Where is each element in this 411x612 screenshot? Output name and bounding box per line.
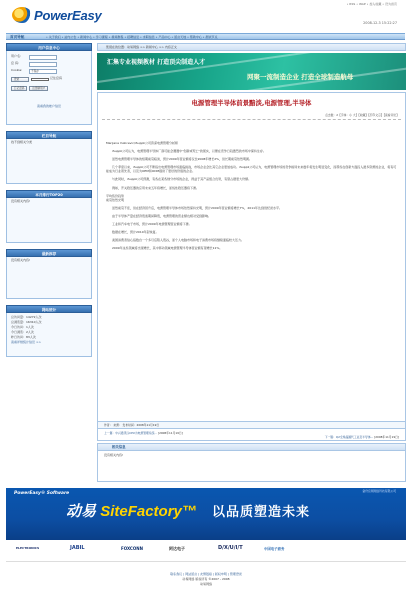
article <box>97 92 406 422</box>
article-meta[interactable]: 点击数：2【字体：小 大】【收藏】【打印文章】【查看评论】 <box>325 113 399 117</box>
stats-row: 总浏览量：16310人次 <box>11 320 42 324</box>
username-input[interactable] <box>29 55 57 60</box>
logo-swirl-icon <box>12 7 32 23</box>
nav-menu[interactable]: • 关于我们 • 站内公告 • 新闻中心 • 学习课程 • 视频教程 • 招聘信息 • 求职信息 • 产品中心 • 留言天地 • 帮助中心 • 测试节点 <box>46 34 218 39</box>
stats-panel <box>6 313 92 357</box>
category-panel-content: 找不到相关分类 <box>11 140 33 144</box>
forgot-password-button[interactable]: 忘记密码 <box>11 86 27 91</box>
account-link[interactable]: 查看我的帐户信息 <box>36 104 61 108</box>
user-panel <box>6 51 92 125</box>
article-footer: 作者： 来源： 发布时间：2008年11月19日 <box>97 422 406 429</box>
category-panel-title: 栏目导航 <box>6 131 92 139</box>
prev-article-date: [2008年11月19日] <box>158 431 183 435</box>
article-intro: Marijana Vukicevic/iSuppli公司资深电源管理分析师 <box>106 141 179 145</box>
username-label: 用户名： <box>11 54 24 59</box>
related-title: 相关信息 <box>97 443 406 451</box>
ad-product-name: SiteFactory™ <box>100 503 197 520</box>
banner-ad[interactable] <box>97 53 406 90</box>
banner-line1: 汇集专业视频教材 打造顶尖制造人才 <box>107 59 206 66</box>
prev-article-link[interactable]: 上一篇：中兴通讯以CPU为电源管理系统... <box>104 431 158 435</box>
star-panel <box>6 257 92 299</box>
top-panel <box>6 198 92 243</box>
stats-row: 今日访问：1人次 <box>11 325 34 329</box>
stats-row: 昨日访问：83人次 <box>11 335 36 339</box>
top-panel-title: 本月排行TOP20 <box>6 190 92 198</box>
banner-line2: 网聚一流制造企业 打造全球制造航母 <box>247 73 354 81</box>
related-content: 没有相关内容! <box>97 451 406 482</box>
footer-copyright: 动易网络 版权所有 ©2007 - 2008 <box>182 577 230 581</box>
category-panel <box>6 139 92 184</box>
partner-logo[interactable]: 中国电子商务 <box>264 547 285 551</box>
next-article-link[interactable]: 下一篇：Q2全球晶圆代工业及半导体... <box>324 435 374 439</box>
article-paragraph: 工业和汽车电子市场，预计2009年电源管理营业额将下滑。 <box>112 222 192 227</box>
remember-checkbox[interactable] <box>31 78 49 81</box>
partner-logo[interactable]: 阿达电子 <box>169 546 185 551</box>
article-paragraph: 虽然电源管理半导体的短期前景暗淡，预计2009年营业额将仅比2008年增长2%，但长期前景依然明朗。 <box>112 157 253 162</box>
article-paragraph: 数据在增长，预计2010年起恢复。 <box>112 230 159 235</box>
partner-logo[interactable]: ELECTRONICS <box>16 546 40 550</box>
cookie-select[interactable]: 不保存 <box>29 69 57 74</box>
article-subhead: 平均售价趋势 <box>106 193 125 198</box>
article-paragraph: iSuppli公司认为，电源管理半导体厂商可能会遭遇中"创新或死亡"的现实，以便在竞争日趋激烈的市场中保持生存。 <box>112 149 266 154</box>
partner-logo[interactable]: FOXCONN <box>121 546 143 551</box>
logo-text: PowerEasy <box>34 8 102 23</box>
remember-label: 记住密码 <box>50 76 63 81</box>
article-body <box>106 141 397 254</box>
stats-row: 今日浏览：2人次 <box>11 330 34 334</box>
partner-logo[interactable]: JABIL <box>70 545 85 551</box>
password-input[interactable] <box>29 62 57 67</box>
footer-company: 动易网络 <box>199 582 212 586</box>
top-links[interactable]: • RSS • WAP • 加入收藏 • 设为首页 <box>346 2 397 6</box>
login-button[interactable]: 登录 <box>11 77 29 82</box>
article-paragraph: 虽然前景不佳，但在经济回升后，电源管理半导体市场依然保持光明，预计2009年营业额将增长7%，2011年达到创纪录水平。 <box>112 205 283 210</box>
partner-logos <box>6 540 406 562</box>
product-ad[interactable] <box>6 488 406 540</box>
partner-logo[interactable]: D/X/U/I/T <box>218 545 243 551</box>
main-nav <box>6 33 405 40</box>
next-article-date: [2008年11月19日] <box>374 435 399 439</box>
article-paragraph: 2009年这些领域将出现增长，其中移动领域电源管理半导体营业额有望增长11%。 <box>112 246 223 251</box>
stats-panel-title: 网站统计 <box>6 305 92 313</box>
footer-links[interactable]: 联系我们 | 网站留言 | 友情链接 | 版权申明 | 管理登录 <box>170 572 242 576</box>
star-panel-title: 最新推荐 <box>6 249 92 257</box>
site-logo[interactable] <box>12 5 132 27</box>
nav-home[interactable]: 首页导航 <box>10 35 25 39</box>
breadcrumb: 您现在的位置：动易网络 >> 新闻中心 >> 内容正文 <box>97 43 406 51</box>
article-subhead: 前景依然光明 <box>106 197 125 202</box>
register-button[interactable]: 注册新用户 <box>29 86 48 91</box>
prev-next-nav <box>97 429 406 441</box>
current-date: 2008-12-3 15:22:27 <box>363 21 397 25</box>
article-paragraph: 美国消费者信心指数自一个多月后陷入低谷，而个人电脑市场和电子消费市场将继续面临较大压力。 <box>112 238 245 243</box>
ad-slogan: 以品质塑造未来 <box>212 505 311 520</box>
ad-product <box>66 503 197 522</box>
cookie-label: Cookie： <box>11 68 25 73</box>
stats-detail-link[interactable]: 查看详细统计信息 >> <box>11 340 41 344</box>
ad-company: 备份官网网络科技有限公司 <box>362 489 396 493</box>
article-title: 电源管理半导体前景黯淡,电源管理,半导体 <box>191 99 312 107</box>
footer <box>6 572 406 587</box>
left-column <box>6 43 92 357</box>
top-panel-content: 没有相关内容! <box>11 199 31 203</box>
ad-brand: PowerEasy® Software <box>14 491 70 496</box>
article-paragraph: 例如，开关稳压器的应用未来五年将增长，而线性稳压器将下滑。 <box>112 185 200 190</box>
stats-row: 总访问量：14272人次 <box>11 315 42 319</box>
article-divider <box>102 119 401 120</box>
ad-product-prefix: 动易 <box>66 503 97 520</box>
star-panel-content: 没有相关内容! <box>11 258 31 262</box>
article-paragraph: 由于半导体产量在经济低迷期间降低，电源管理的营业额也相对受到影响。 <box>112 213 212 218</box>
article-paragraph: 几个季度以来，iSuppli公司不断指出电源管理市场面临挑战，市场企业会比其它企业更加成功。iSuppli公司认为，电源管理市场的竞争格局未来数年将发生明显变化，而那些在创新方面投入最多资源的企业，将有可能成为行业领先者，以及为OEM和ODM提供了更好的价值的企业。 <box>106 165 397 174</box>
article-paragraph: 与此同时，iSuppli公司预测，有些在某些细分市场的企业，得益于其产品组合优势，有望占据更大份额。 <box>112 177 252 182</box>
user-panel-title: 用户信息中心 <box>6 43 92 51</box>
password-label: 密 码： <box>11 61 21 66</box>
